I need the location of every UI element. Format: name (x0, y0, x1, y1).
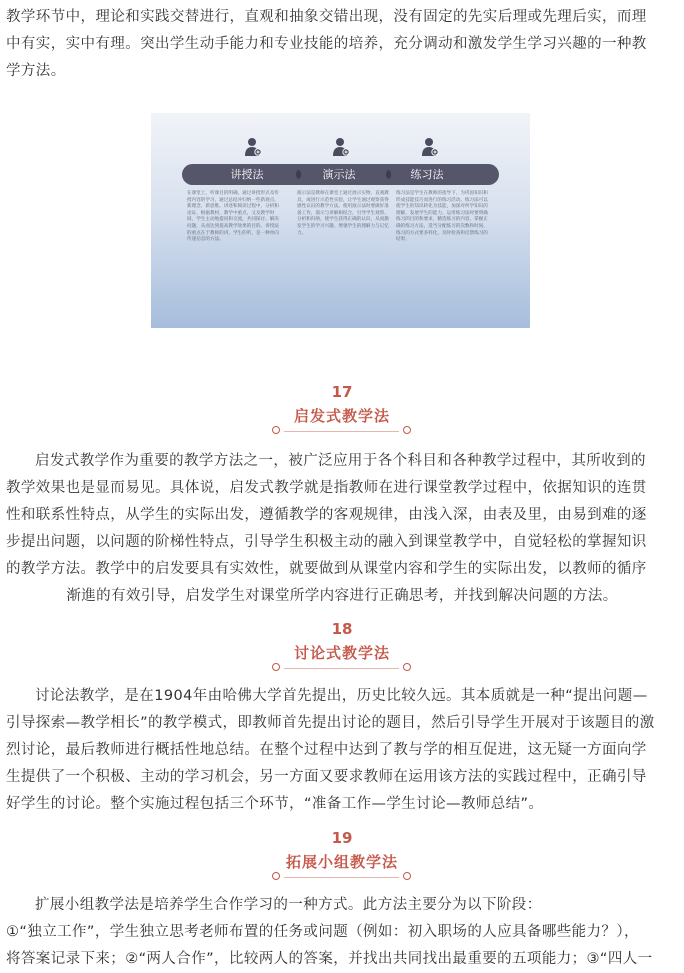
intro-paragraph (6, 4, 678, 85)
text-line: 性和联系性特点，从学生的实际出发，遵循教学的客观规律，由浅入深，由表及里，由易到难的逐 (6, 507, 647, 523)
text-line: ①“独立工作”，学生独立思考老师布置的任务或问题（例如：初入职场的人应具备哪些能力？）， (6, 924, 639, 940)
text-line: 的教学方法。教学中的启发要具有实效性，就要做到从课堂内容和学生的实际出发，以教师的循序 (6, 561, 647, 577)
section-title-underline (270, 661, 413, 675)
student-icon (421, 137, 439, 157)
text-line: 将答案记录下来；②“两人合作”，比较两人的答案，并找出共同找出最重要的五项能力；③“四人一 (6, 951, 653, 967)
section-title: 拓展小组教学法 (285, 853, 398, 871)
section-paragraph (6, 683, 678, 818)
text-line: 好学生的讨论。整个实施过程包括三个环节，“准备工作—学生讨论—教师总结”。 (6, 796, 544, 812)
text-line: 启发式教学作为重要的教学方法之一，被广泛应用于各个科目和各种教学过程中，其所收到的 (35, 453, 646, 469)
section-number: 19 (331, 829, 353, 847)
text-line: 教学效果也是显而易见。具体说，启发式教学就是指教师在进行课堂教学过程中，依据知识的连贯 (6, 480, 647, 496)
method-description-demo: 演示法是教师在课堂上通过展示实物、直观教具，或进行示范性实验，让学生通过观察获得感性认识的教学方法。使用演示法时要做好准备工作，演示与讲解相结合，引导学生观察、分析和归纳，使学生获得正确的认识，从而激发学生的学习兴趣，增强学生的理解力与记忆力。 (297, 191, 389, 236)
text-line: 扩展小组教学法是培养学生合作学习的一种方式。此方法主要分为以下阶段： (35, 897, 542, 913)
teacher-icon (244, 137, 262, 157)
method-label-practice: 练习法 (410, 168, 444, 181)
section-title-underline (270, 424, 413, 438)
section-number: 17 (331, 383, 353, 401)
text-line: 中有实，实中有理。突出学生动手能力和专业技能的培养，充分调动和激发学生学习兴趣的一种教 (6, 36, 647, 52)
section-number: 18 (331, 620, 353, 638)
method-label-lecture: 讲授法 (230, 168, 264, 181)
text-line: 烈讨论，最后教师进行概括性地总结。在整个过程中达到了教与学的相互促进，这无疑一方面向学 (6, 742, 647, 758)
presenter-icon (332, 137, 350, 157)
text-line: 渐進的有效引导，启发学生对课堂所学内容进行正确思考，并找到解决问题的方法。 (66, 588, 618, 604)
text-line: 教学环节中，理论和实践交替进行，直观和抽象交错出现，没有固定的先实后理或先理后实，而理 (6, 9, 647, 25)
section-title: 启发式教学法 (293, 407, 390, 425)
text-line: 步提出问题，以问题的阶梯性特点，引导学生积极主动的融入到课堂教学中，自觉轻松的掌握知识 (6, 534, 647, 550)
method-description-practice: 练习法是学生在教师的指导下，为巩固知识和形成技能技巧而进行的练习活动。练习法可以使学生的知识转化为技能，加深对所学知识的理解，发展学生的能力。运用练习法时要明确练习的目的和要求，精选练习的内容，掌握正确的练习方法，适当分配练习的次数和时间，练习的方式要多样化，及时检查和反馈练习的结果。 (396, 191, 488, 243)
section-paragraph (6, 892, 678, 973)
text-line: 讨论法教学，是在1904年由哈佛大学首先提出，历史比较久远。其本质就是一种“提出问题— (35, 688, 648, 704)
teaching-methods-infographic (151, 113, 530, 328)
text-line: 生提供了一个积极、主动的学习机会，另一方面又要求教师在运用该方法的实践过程中，正确引导 (6, 769, 647, 785)
methods-label-bar (182, 164, 499, 185)
method-label-demo: 演示法 (322, 168, 356, 181)
text-line: 学方法。 (6, 63, 66, 79)
section-paragraph (6, 448, 678, 610)
section-title: 讨论式教学法 (293, 644, 390, 662)
text-line: 引导探索—教学相长”的教学模式，即教师首先提出讨论的题目，然后引导学生开展对于该题目的激 (6, 715, 655, 731)
section-title-underline (270, 870, 413, 884)
method-description-lecture: 在课堂上，听课目的明确，通过讲授形式及传授内容的学习，通过总结并归纳一些新观点，新理念，新思维。讲述和阅读过程中，分析和论证，根据教材，教学中重点，又及教学时间，学生主动地提问和交流，共同探讨、解决问题，从而达到提高教学效果的目的。讲授法的重点在于教师的讲，学生的听，是一种单向传递信息的方法。 (187, 191, 279, 243)
